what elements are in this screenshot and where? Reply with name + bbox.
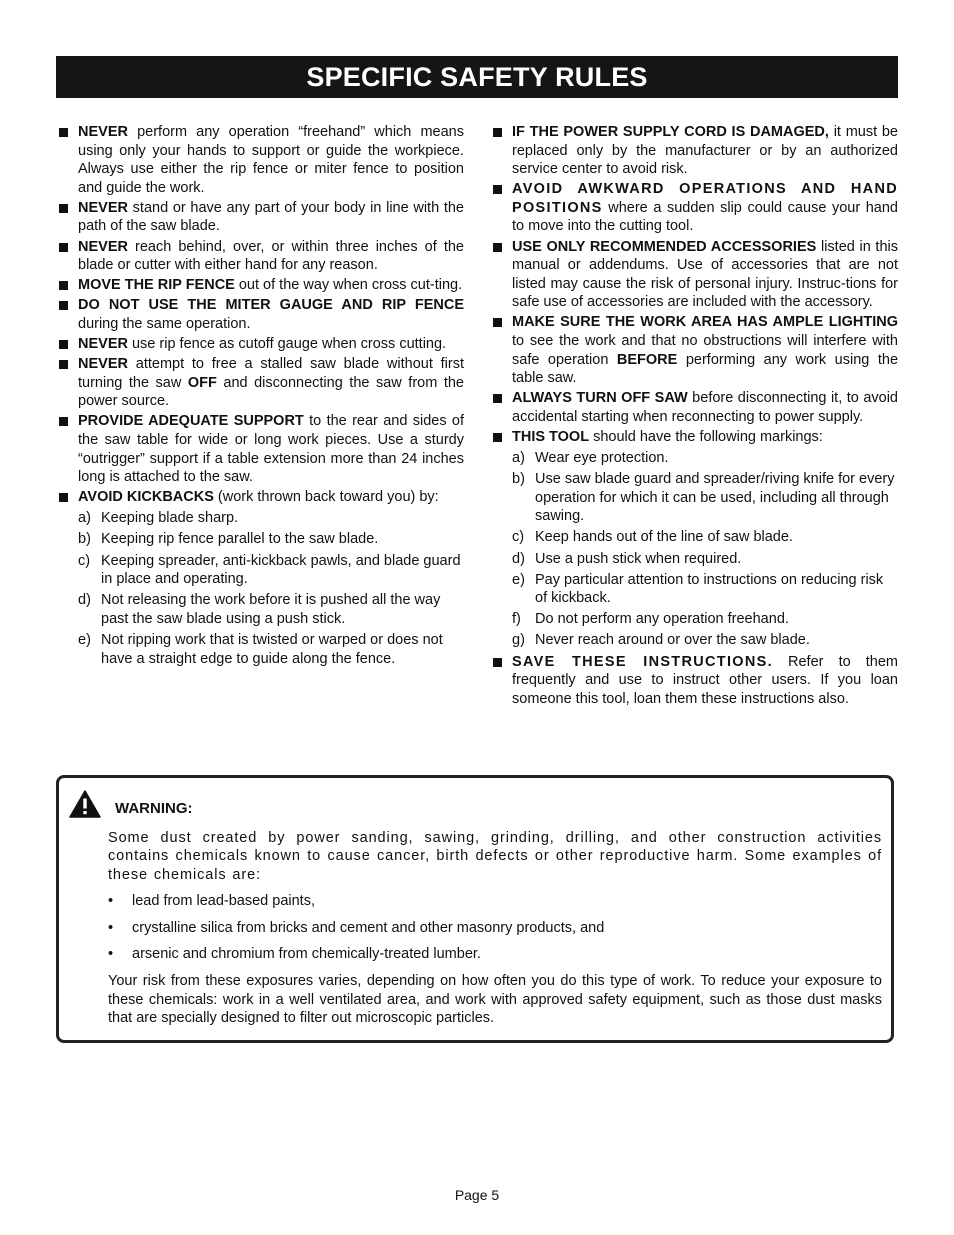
sub-item [56,530,464,549]
sub-item [56,591,464,628]
sub-text: Never reach around or over the saw blade. [535,632,810,649]
sub-letter: g) [512,632,525,649]
sub-item [490,470,898,526]
rule-bold: ALWAYS TURN OFF SAW [512,390,688,407]
square-bullet-icon [493,185,502,194]
rule-item [490,428,898,447]
page-title: SPECIFIC SAFETY RULES [56,56,898,98]
rule-bold: USE ONLY RECOMMENDED ACCESSORIES [512,238,817,255]
rule-text: stand or have any part of your body in line with the path of the saw blade. [78,199,464,235]
sub-text: Do not perform any operation freehand. [535,611,789,628]
rule-bold: NEVER [78,124,128,140]
rule-bold-inline: BEFORE [616,351,678,368]
rule-item [56,296,464,333]
sub-text: Keeping blade sharp. [101,510,239,527]
rule-bold-inline: OFF [187,374,217,391]
rule-text: to see the work and that no obstructions will interfere with safe operation [512,333,898,368]
sub-item [56,552,464,589]
square-bullet-icon [59,340,68,349]
sub-item [490,528,898,547]
rule-text: it must be replaced only by the manufacturer or by an authorized service center to avoid risk. [512,124,898,178]
rule-bold: MOVE THE RIP FENCE [78,277,235,294]
rule-item [490,123,898,179]
warning-body [108,829,882,1028]
rule-text: reach behind, over, or within three inches of the blade or cutter with either hand for any reason. [78,238,464,274]
warning-box [56,775,894,1043]
sub-text: Wear eye protection. [535,450,669,467]
rule-text: perform any operation “freehand” which means using only your hands to support or guide the workpiece. Always use either the rip fence or miter fence to position and guide the work. [78,124,464,196]
rule-bold: DO NOT USE THE MITER GAUGE AND RIP FENCE [78,297,464,314]
rule-text: before disconnecting it, to avoid accidental starting when reconnecting to power supply. [512,390,898,425]
sub-letter: b) [512,471,525,488]
square-bullet-icon [493,318,502,327]
rule-item [490,389,898,426]
rule-item [56,488,464,507]
rule-item [490,238,898,312]
rule-item [56,276,464,295]
bullet-dot-icon: • [108,893,114,910]
square-bullet-icon [59,493,68,502]
sub-text: Keeping rip fence parallel to the saw blade. [101,531,379,548]
bullet-dot-icon: • [108,946,114,963]
sub-text: Keeping spreader, anti-kickback pawls, and blade guard in place and operating. [101,552,461,588]
rule-text: attempt to free a stalled saw blade without first turning the saw [78,356,464,391]
rule-text: should have the following markings: [589,429,823,445]
warning-bullet-text: crystalline silica from bricks and cement and other masonry products, and [132,919,605,936]
sub-item [56,631,464,668]
sub-item [490,449,898,468]
square-bullet-icon [493,433,502,442]
rule-item [56,412,464,486]
sub-letter: c) [512,529,525,546]
rule-bold: AVOID KICKBACKS [78,489,214,506]
rule-text: out of the way when cross cut-ting. [234,277,463,294]
square-bullet-icon [59,417,68,426]
rule-bold: PROVIDE ADEQUATE SUPPORT [78,413,304,430]
sub-item [490,631,898,650]
rule-item [56,355,464,411]
sub-letter: f) [512,611,521,628]
square-bullet-icon [59,301,68,310]
sub-letter: e) [512,571,525,588]
rule-item [490,180,898,236]
rule-text: where a sudden slip could cause your hand to move into the cutting tool. [512,199,898,235]
rule-item [56,199,464,236]
rule-item [490,653,898,709]
sub-text: Use saw blade guard and spreader/riving knife for every operation for which it can be used, including all through sawing. [535,471,895,525]
rule-item [56,238,464,275]
warning-bullet-text: arsenic and chromium from chemically-treated lumber. [132,946,481,963]
sub-letter: b) [78,531,91,548]
rule-bold: SAVE THESE INSTRUCTIONS. [512,653,773,670]
left-column [56,123,464,671]
rule-bold: THIS TOOL [512,429,590,445]
rule-text: performing any work using the table saw. [512,351,899,387]
sub-text: Not ripping work that is twisted or warped or does not have a straight edge to guide along the fence. [101,631,443,667]
page-number: Page 5 [454,1187,500,1203]
rule-text: to the rear and sides of the saw table for wide or long work pieces. Use a sturdy “outrigger” support if a table extension more than 24 inches long is attached to the saw. [78,413,465,486]
warning-bullet [108,892,882,910]
sub-letter: a) [78,510,91,527]
sub-item [490,610,898,629]
sub-text: Use a push stick when required. [535,550,742,567]
square-bullet-icon [59,281,68,290]
rule-text: listed in this manual or addendums. Use of accessories that are not listed may cause the risk of personal injury. Instruc-tions for safe use of accessories are included with the accessory. [512,238,898,311]
rule-item [56,335,464,354]
rule-text: during the same operation. [78,315,251,332]
rule-text: use rip fence as cutoff gauge when cross cutting. [127,336,447,353]
rule-bold: NEVER [78,199,128,216]
rule-bold: NEVER [78,356,128,373]
sub-letter: a) [512,450,525,467]
sub-item [56,509,464,528]
square-bullet-icon [493,128,502,137]
square-bullet-icon [493,243,502,252]
sub-letter: e) [78,631,91,648]
warning-title: WARNING: [115,800,193,817]
square-bullet-icon [59,360,68,369]
warning-bullet-text: lead from lead-based paints, [132,893,315,910]
rule-item [56,123,464,197]
rule-text: Refer to them frequently and use to instruct other users. If you loan someone this tool, loan them these instructions also. [512,653,898,707]
sub-text: Keep hands out of the line of saw blade. [535,529,793,546]
rule-bold: NEVER [78,238,128,255]
warning-bullet [108,919,882,937]
square-bullet-icon [59,243,68,252]
rule-bold: AVOID AWKWARD OPERATIONS AND HAND POSITIONS [512,181,898,216]
rule-bold: MAKE SURE THE WORK AREA HAS AMPLE LIGHTING [512,314,898,331]
square-bullet-icon [493,658,502,667]
square-bullet-icon [59,128,68,137]
warning-triangle-icon [69,790,101,818]
bullet-dot-icon: • [108,919,114,936]
rule-text: and disconnecting the saw from the power source. [78,374,464,410]
sub-letter: c) [78,552,91,569]
sub-letter: d) [78,592,91,609]
square-bullet-icon [59,204,68,213]
sub-item [490,571,898,608]
rule-bold: IF THE POWER SUPPLY CORD IS DAMAGED, [512,124,829,140]
rule-bold: NEVER [78,336,128,353]
sub-letter: d) [512,550,525,567]
warning-intro: Some dust created by power sanding, sawing, grinding, drilling, and other construction activities contains chemicals known to cause cancer, birth defects or other reproductive harm. Some examples of these chemicals are: [108,830,882,883]
square-bullet-icon [493,394,502,403]
sub-item [490,550,898,569]
warning-outro: Your risk from these exposures varies, depending on how often you do this type of work. To reduce your exposure to these chemicals: work in a well ventilated area, and work with approved safety equipment, such as those dust masks that are specially designed to filter out microscopic particles. [108,973,882,1027]
rule-text: (work thrown back toward you) by: [213,489,439,506]
sub-text: Not releasing the work before it is pushed all the way past the saw blade using a push stick. [101,592,441,627]
right-column [490,123,898,710]
warning-bullet [108,945,882,963]
sub-text: Pay particular attention to instructions on reducing risk of kickback. [535,571,884,607]
rule-item [490,313,898,387]
